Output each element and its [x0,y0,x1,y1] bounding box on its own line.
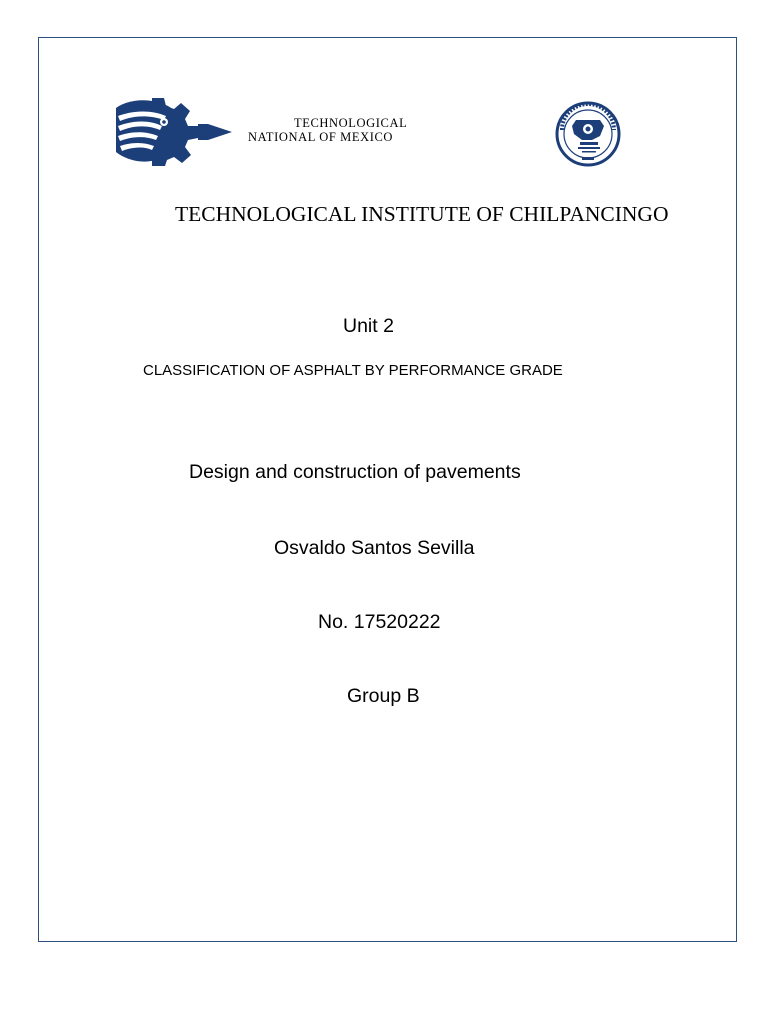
unit-label: Unit 2 [343,315,394,337]
tecnm-wordmark [246,116,526,144]
student-number: No. 17520222 [318,611,441,633]
tecnm-line-1: TECHNOLOGICAL [294,116,408,130]
tecnm-eagle-gear-logo [112,94,234,166]
group-label: Group B [347,685,420,707]
topic-title: CLASSIFICATION OF ASPHALT BY PERFORMANCE GRADE [143,362,563,379]
student-name: Osvaldo Santos Sevilla [274,537,475,559]
tecnm-line-2: NATIONAL OF MEXICO [248,130,394,144]
page-frame [38,37,737,942]
itch-circular-seal-logo [542,100,636,168]
institute-title: TECHNOLOGICAL INSTITUTE OF CHILPANCINGO [175,202,669,226]
course-name: Design and construction of pavements [189,461,521,483]
